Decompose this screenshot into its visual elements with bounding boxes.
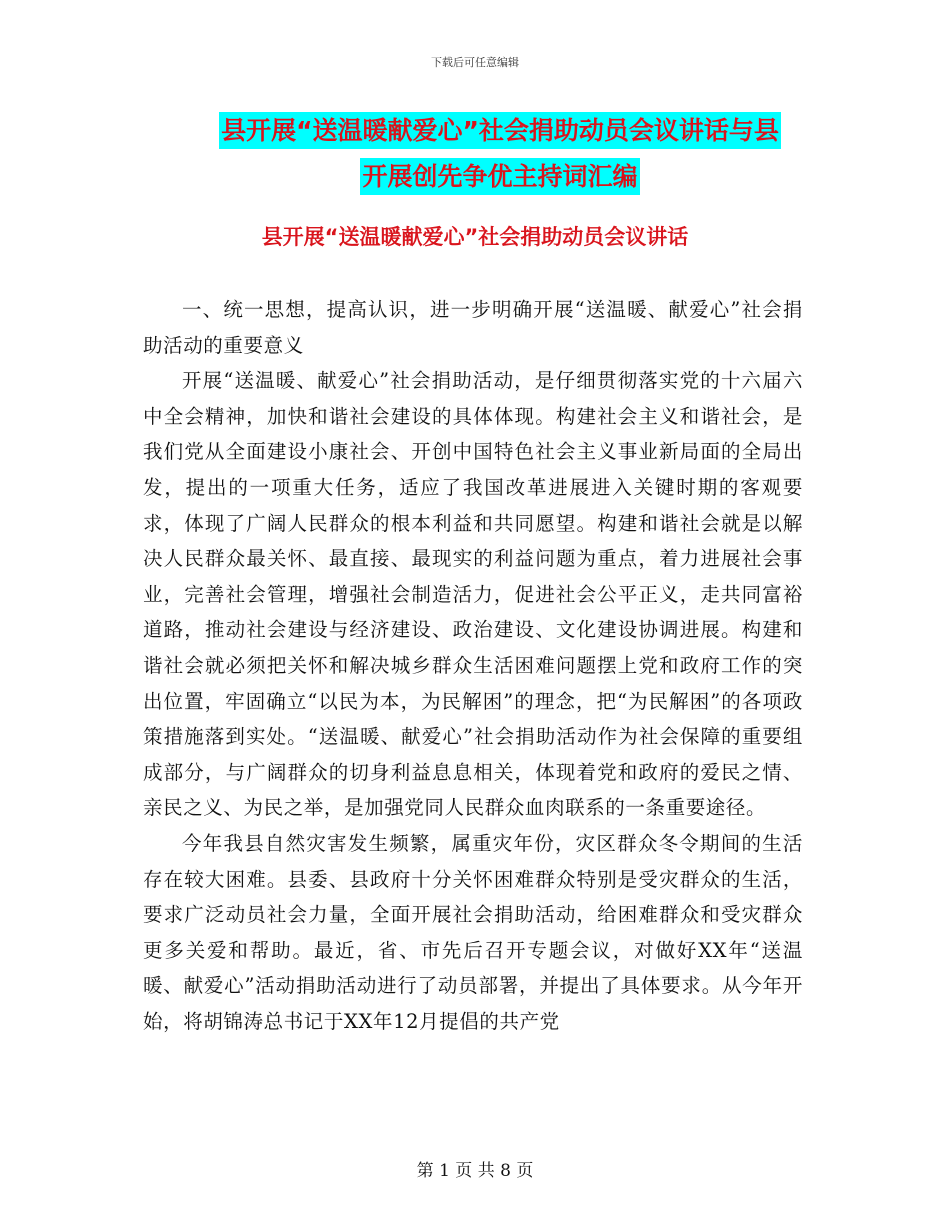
page-header-note: 下载后可任意编辑 xyxy=(431,56,519,69)
document-title-line-2: 开展创先争优主持词汇编 xyxy=(360,158,639,195)
body-paragraph-2: 开展“送温暖、献爱心”社会捐助活动，是仔细贯彻落实党的十六届六中全会精神，加快和谐社会建设的具体体现。构建社会主义和谐社会，是我们党从全面建设小康社会、开创中国特色社会主义事业新局面的全局出发，提出的一项重大任务，适应了我国改革进展进入关键时期的客观要求，体现了广阔人民群众的根本利益和共同愿望。构建和谐社会就是以解决人民群众最关怀、最直接、最现实的利益问题为重点，着力进展社会事业，完善社会管理，增强社会制造活力，促进社会公平正义，走共同富裕道路，推动社会建设与经济建设、政治建设、文化建设协调进展。构建和谐社会就必须把关怀和解决城乡群众生活困难问题摆上党和政府工作的突出位置，牢固确立“以民为本，为民解困”的理念，把“为民解困”的各项政策措施落到实处。“送温暖、献爱心”社会捐助活动作为社会保障的重要组成部分，与广阔群众的切身利益息息相关，体现着党和政府的爱民之情、亲民之义、为民之举，是加强党同人民群众血肉联系的一条重要途径。 xyxy=(143,369,803,820)
body-paragraph-1: 一、统一思想，提高认识，进一步明确开展“送温暖、献爱心”社会捐助活动的重要意义 xyxy=(143,298,803,357)
document-title xyxy=(140,108,860,200)
document-title-line-1: 县开展“送温暖献爱心”社会捐助动员会议讲话与县 xyxy=(219,112,781,149)
section-title: 县开展“送温暖献爱心”社会捐助动员会议讲话 xyxy=(261,225,689,249)
document-body xyxy=(143,292,803,1039)
body-paragraph-3: 今年我县自然灾害发生频繁，属重灾年份，灾区群众冬令期间的生活存在较大困难。县委、县政府十分关怀困难群众特别是受灾群众的生活，要求广泛动员社会力量，全面开展社会捐助活动，给困难群众和受灾群众更多关爱和帮助。最近，省、市先后召开专题会议，对做好XX年“送温暖、献爱心”活动捐助活动进行了动员部署，并提出了具体要求。从今年开始，将胡锦涛总书记于XX年12月提倡的共产党 xyxy=(143,831,803,1033)
page-number-footer: 第 1 页 共 8 页 xyxy=(416,1161,534,1181)
